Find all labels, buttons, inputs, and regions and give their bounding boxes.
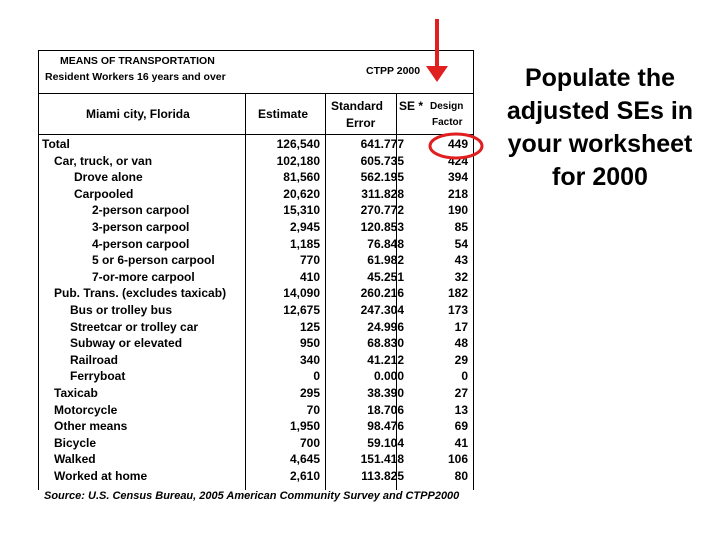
standard-error-cell: 45.251 (367, 269, 404, 284)
estimate-cell: 81,560 (283, 170, 320, 185)
standard-error-cell: 311.828 (361, 186, 404, 201)
row-label: 4-person carpool (92, 236, 190, 251)
design-factor-cell: 449 (447, 137, 468, 151)
table-row (38, 436, 474, 453)
standard-error-cell: 562.195 (360, 170, 404, 185)
standard-error-cell: 641.777 (360, 137, 404, 151)
row-label: Car, truck, or van (54, 153, 153, 168)
design-factor-cell: 13 (454, 402, 468, 417)
standard-error-cell: 24.996 (367, 319, 404, 334)
estimate-cell: 770 (299, 253, 320, 268)
standard-error-cell: 98.476 (367, 419, 404, 434)
design-factor-cell: 69 (454, 419, 468, 434)
standard-error-header: Standard (331, 99, 384, 113)
design-factor-cell: 80 (454, 469, 468, 483)
design-factor-cell: 394 (447, 170, 468, 185)
estimate-cell: 12,675 (283, 303, 320, 317)
row-label: Total (42, 137, 70, 151)
design-factor-cell: 29 (454, 352, 468, 367)
table-row (38, 220, 474, 237)
table-row (38, 253, 474, 270)
row-label: Motorcycle (54, 402, 118, 417)
transportation-table (38, 50, 474, 490)
design-factor-cell: 218 (447, 186, 468, 201)
row-label: Worked at home (54, 469, 148, 483)
table-row (38, 419, 474, 436)
row-label: Ferryboat (70, 369, 126, 384)
row-label: Streetcar or trolley car (70, 319, 199, 334)
standard-error-cell: 59.104 (367, 435, 404, 450)
design-factor-cell: 182 (447, 286, 468, 301)
estimate-cell: 102,180 (276, 153, 320, 168)
estimate-cell: 20,620 (283, 186, 320, 201)
design-factor-header-factor: Factor (432, 117, 463, 128)
place-name: Miami city, Florida (86, 107, 190, 121)
row-label: Railroad (70, 352, 119, 367)
standard-error-cell: 270.772 (360, 203, 404, 218)
estimate-cell: 125 (299, 319, 320, 334)
table-row (38, 403, 474, 420)
estimate-cell: 295 (299, 386, 320, 400)
standard-error-cell: 41.212 (367, 352, 404, 367)
table-row (38, 320, 474, 337)
table-row (38, 386, 474, 403)
table-top-border (38, 50, 474, 51)
row-label: Subway or elevated (70, 336, 183, 351)
table-row (38, 469, 474, 486)
table-row (38, 270, 474, 287)
row-label: 2-person carpool (92, 203, 190, 218)
estimate-cell: 0 (313, 369, 320, 384)
table-row (38, 237, 474, 254)
estimate-cell: 1,185 (289, 236, 320, 251)
design-factor-header-design: Design (430, 101, 464, 112)
estimate-cell: 340 (299, 352, 320, 367)
design-factor-cell: 43 (454, 253, 468, 268)
standard-error-cell: 18.706 (367, 402, 404, 417)
table-row (38, 203, 474, 220)
estimate-cell: 70 (306, 402, 320, 417)
row-label: Bus or trolley bus (70, 303, 173, 317)
design-factor-cell: 41 (454, 435, 468, 450)
standard-error-cell: 247.304 (360, 303, 404, 317)
row-label: 7-or-more carpool (92, 269, 195, 284)
design-factor-cell: 85 (454, 220, 468, 234)
source-note: Source: U.S. Census Bureau, 2005 American Community Survey and CTPP2000 (44, 490, 460, 502)
design-factor-cell: 424 (447, 153, 468, 168)
estimate-cell: 4,645 (289, 452, 320, 467)
table-subtitle: Resident Workers 16 years and over (45, 71, 226, 83)
standard-error-cell: 0.000 (373, 369, 404, 384)
standard-error-header-line2: Error (346, 116, 376, 130)
estimate-cell: 15,310 (283, 203, 320, 218)
estimate-header: Estimate (258, 107, 309, 121)
table-row (38, 353, 474, 370)
table-row (38, 170, 474, 187)
estimate-cell: 14,090 (283, 286, 320, 301)
row-label: Drove alone (74, 170, 143, 185)
table-row (38, 303, 474, 320)
design-factor-cell: 106 (447, 452, 468, 467)
row-label: Walked (54, 452, 96, 467)
standard-error-cell: 113.825 (361, 469, 404, 483)
design-factor-header: SE * (399, 99, 424, 113)
design-factor-cell: 48 (454, 336, 468, 351)
row-label: Pub. Trans. (excludes taxicab) (54, 286, 227, 301)
header-divider (38, 93, 474, 94)
data-source-label: CTPP 2000 (366, 65, 421, 77)
column-header-divider (38, 134, 474, 135)
table-row (38, 137, 474, 154)
design-factor-cell: 27 (454, 386, 468, 400)
row-label: Taxicab (54, 386, 98, 400)
estimate-cell: 700 (299, 435, 320, 450)
estimate-cell: 126,540 (276, 137, 320, 151)
callout-text: Populate the adjusted SEs in your worksheet for 2000 (506, 64, 694, 191)
standard-error-cell: 38.390 (367, 386, 404, 400)
standard-error-cell: 605.735 (360, 153, 404, 168)
estimate-cell: 1,950 (289, 419, 320, 434)
standard-error-cell: 260.216 (360, 286, 404, 301)
row-label: 3-person carpool (92, 220, 190, 234)
table-row (38, 452, 474, 469)
row-label: Bicycle (54, 435, 97, 450)
design-factor-cell: 32 (454, 269, 468, 284)
table-title: MEANS OF TRANSPORTATION (60, 55, 215, 67)
row-label: Other means (54, 419, 128, 434)
table-row (38, 187, 474, 204)
estimate-cell: 410 (299, 269, 320, 284)
row-label: 5 or 6-person carpool (92, 253, 215, 268)
standard-error-cell: 68.830 (367, 336, 404, 351)
table-row (38, 154, 474, 171)
design-factor-cell: 0 (461, 369, 468, 384)
table-row (38, 369, 474, 386)
estimate-cell: 950 (299, 336, 320, 351)
table-row (38, 286, 474, 303)
design-factor-cell: 54 (454, 236, 468, 251)
row-label: Carpooled (74, 186, 134, 201)
standard-error-cell: 61.982 (367, 253, 404, 268)
standard-error-cell: 76.848 (367, 236, 404, 251)
standard-error-cell: 120.853 (360, 220, 404, 234)
estimate-cell: 2,610 (289, 469, 320, 483)
design-factor-cell: 190 (447, 203, 468, 218)
standard-error-cell: 151.418 (360, 452, 404, 467)
table-row (38, 336, 474, 353)
design-factor-cell: 17 (454, 319, 468, 334)
design-factor-cell: 173 (447, 303, 468, 317)
estimate-cell: 2,945 (289, 220, 320, 234)
